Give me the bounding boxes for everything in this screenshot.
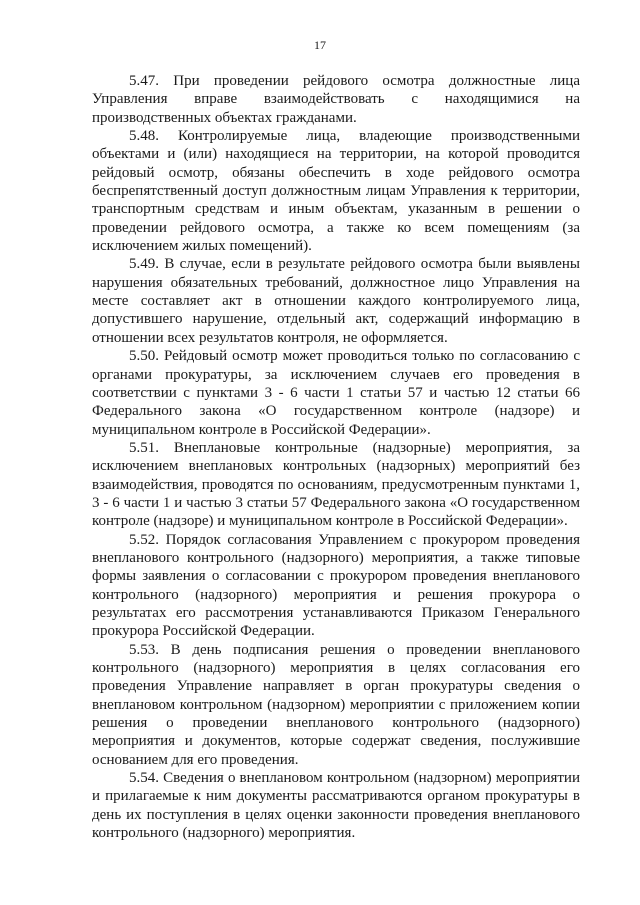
paragraph-5-52: 5.52. Порядок согласования Управлением с прокурором проведения внепланового контрольного (надзорного) мероприятия, а также типовые формы заявления о согласовании с прокурором проведения внепланового контрольного (надзорного) мероприятия и решения прокурора о результатах его рассмотрения устанавливаются Приказом Генерального прокурора Российской Федерации. — [92, 531, 580, 640]
paragraph-5-49: 5.49. В случае, если в результате рейдового осмотра были выявлены нарушения обязательных требований, должностное лицо Управления на месте составляет акт в отношении каждого контролируемого лица, допустившего нарушение, отдельный акт, содержащий информацию в отношении всех результатов контроля, не оформляется. — [92, 256, 580, 346]
document-body — [92, 72, 580, 842]
paragraph-5-54: 5.54. Сведения о внеплановом контрольном (надзорном) мероприятии и прилагаемые к ним документы рассматриваются органом прокуратуры в день их поступления в целях оценки законности проведения внепланового контрольного (надзорного) мероприятия. — [92, 770, 580, 842]
page-number: 17 — [314, 38, 326, 52]
paragraph-5-50: 5.50. Рейдовый осмотр может проводиться только по согласованию с органами прокуратуры, за исключением случаев его проведения в соответствии с пунктами 3 - 6 части 1 статьи 57 и частью 12 статьи 66 Федерального закона «О государственном контроле (надзоре) и муниципальном контроле в Российской Федерации». — [92, 348, 580, 438]
paragraph-5-48: 5.48. Контролируемые лица, владеющие производственными объектами и (или) находящиеся на территории, на которой проводится рейдовый осмотр, обязаны обеспечить в ходе рейдового осмотра беспрепятственный доступ должностным лицам Управления к территории, транспортным средствам и иным объектам, указанным в решении о проведении рейдового осмотра, а также ко всем помещениям (за исключением жилых помещений). — [92, 128, 580, 255]
paragraph-5-47: 5.47. При проведении рейдового осмотра должностные лица Управления вправе взаимодействовать с находящимися на производственных объектах гражданами. — [92, 73, 580, 126]
paragraph-5-53: 5.53. В день подписания решения о проведении внепланового контрольного (надзорного) мероприятия в целях согласования его проведения Управление направляет в орган прокуратуры сведения о внеплановом контрольном (надзорном) мероприятии с приложением копии решения о проведении внепланового контрольного (надзорного) мероприятия и документов, которые содержат сведения, послужившие основанием для его проведения. — [92, 641, 580, 768]
paragraph-5-51: 5.51. Внеплановые контрольные (надзорные) мероприятия, за исключением внеплановых контрольных (надзорных) мероприятий без взаимодействия, проводятся по основаниям, предусмотренным пунктами 1, 3 - 6 части 1 и частью 3 статьи 57 Федерального закона «О государственном контроле (надзоре) и муниципальном контроле в Российской Федерации». — [92, 439, 580, 530]
